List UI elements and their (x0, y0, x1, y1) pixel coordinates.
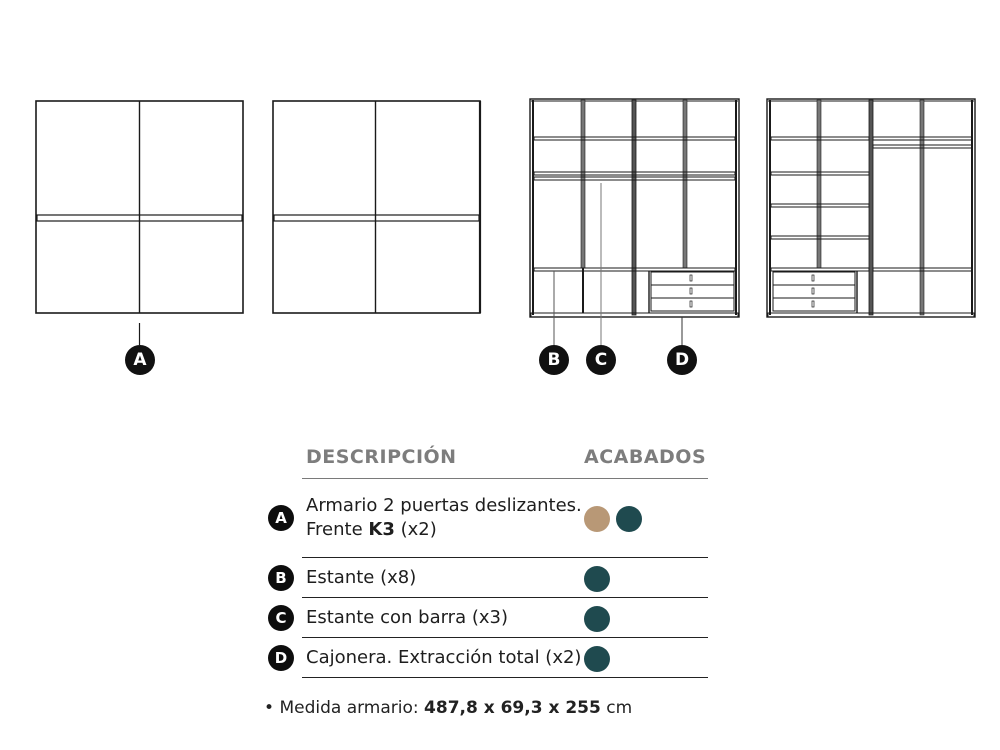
front-view-2 (273, 101, 480, 313)
row-d-finishes (584, 646, 610, 672)
row-a-qty: (x2) (394, 519, 437, 540)
row-a-description (306, 494, 582, 542)
row-c-description: Estante con barra (x3) (306, 607, 508, 628)
badge-d: D (268, 645, 294, 671)
row-a-line1: Armario 2 puertas deslizantes. (306, 495, 582, 516)
callout-b: B (539, 345, 569, 375)
header-description: DESCRIPCIÓN (306, 446, 457, 468)
finish-swatch-dark-teal (616, 506, 642, 532)
finish-swatch-dark-teal (584, 566, 610, 592)
row-c-finishes (584, 606, 610, 632)
dimensions-unit: cm (600, 698, 633, 718)
dimensions-value: 487,8 x 69,3 x 255 (424, 698, 601, 718)
row-b-finishes (584, 566, 610, 592)
row-a-line2 (306, 518, 582, 542)
row-a-model: K3 (368, 519, 395, 540)
table-row-d (274, 638, 708, 678)
header-finishes: ACABADOS (584, 446, 707, 468)
badge-b: B (268, 565, 294, 591)
finish-swatch-dark-teal (584, 646, 610, 672)
finish-swatch-oak (584, 506, 610, 532)
row-d-description: Cajonera. Extracción total (x2) (306, 647, 582, 668)
badge-c: C (268, 605, 294, 631)
components-table (268, 440, 708, 678)
interior-view-1 (530, 99, 739, 345)
interior-view-2 (767, 99, 975, 317)
table-row-a (275, 479, 708, 558)
callout-c: C (586, 345, 616, 375)
row-a-prefix: Frente (306, 519, 369, 540)
badge-a: A (268, 505, 294, 531)
row-b-description: Estante (x8) (306, 567, 417, 588)
bullet: • (264, 698, 275, 718)
row-a-finishes (584, 506, 642, 532)
callout-a: A (125, 345, 155, 375)
finish-swatch-dark-teal (584, 606, 610, 632)
table-header (302, 440, 708, 479)
dimensions-label: Medida armario: (279, 698, 425, 718)
front-view-1 (36, 101, 243, 345)
dimensions-note (264, 698, 632, 718)
callout-d: D (667, 345, 697, 375)
table-row-c (275, 598, 708, 638)
table-row-b (275, 558, 708, 598)
